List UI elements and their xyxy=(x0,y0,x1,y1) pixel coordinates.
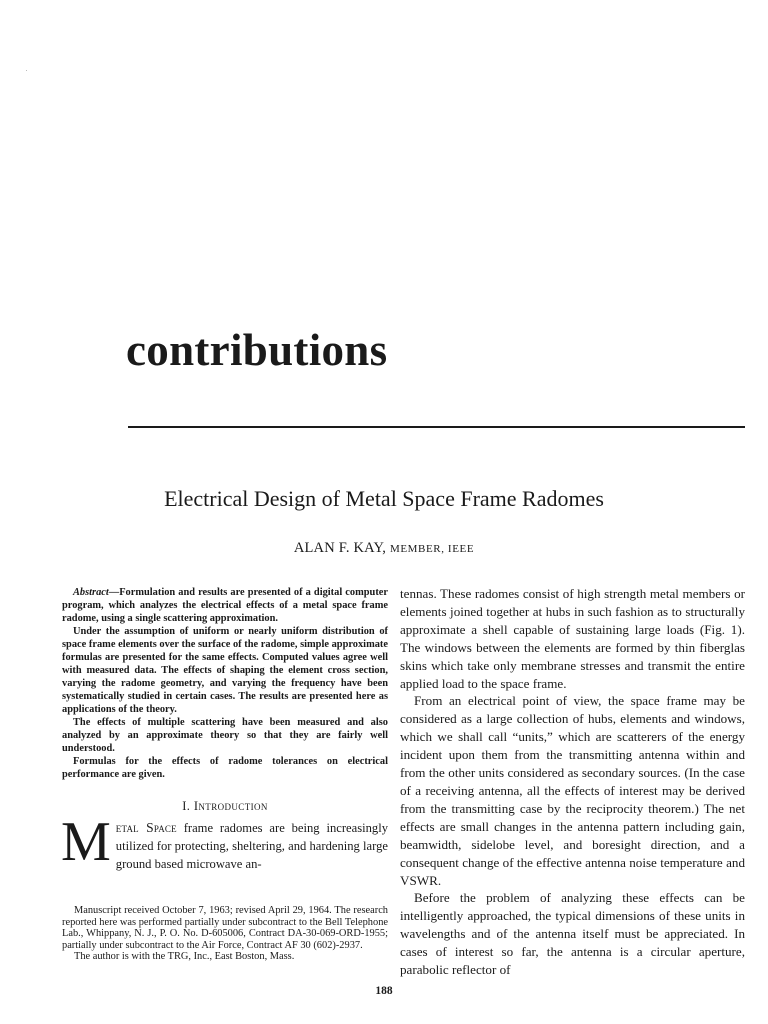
small-caps-run: etal Space xyxy=(115,820,177,835)
abstract xyxy=(62,586,388,781)
footnote-paragraph: The author is with the TRG, Inc., East Boston, Mass. xyxy=(74,951,295,962)
abstract-paragraph: Formulas for the effects of radome tolerances on electrical performance are given. xyxy=(62,756,388,780)
abstract-lead: Abstract xyxy=(73,587,109,598)
scan-speck xyxy=(26,70,27,71)
byline xyxy=(0,540,768,557)
body-paragraph: From an electrical point of view, the space frame may be considered as a large collection of hubs, elements and windows, which we shall call “units,” which are scatterers of the energy incident upon them from the transmitting antenna within and from the other units considered as secondary sources. (In the case of a receiving antenna, all the effects of interest may be derived from the transmitting case by the reciprocity theorem.) The net effects are small changes in the antenna pattern including gain, beamwidth, sidelobe level, and boresight direction, and a consequent change of the effective antenna noise temperature and VSWR. xyxy=(400,693,745,888)
section-heading: contributions xyxy=(126,325,388,375)
page-number: 188 xyxy=(375,985,393,997)
abstract-paragraph xyxy=(62,586,388,625)
footnote-paragraph: Manuscript received October 7, 1963; revised April 29, 1964. The research reported here was performed partially under subcontract to the Bell Telephone Lab., Whippany, N. J., P. O. No. D-605006, Contract DA-30-069-ORD-1955; partially under subcontract to the Air Force, Contract AF 30 (602)-2937. xyxy=(62,905,388,951)
intro-text: frame radomes are being increasingly utilized for protecting, sheltering, and hardening large ground based microwave an- xyxy=(115,821,389,871)
abstract-paragraph: Under the assumption of uniform or nearly uniform distribution of space frame elements over the surface of the radome, simple approximate formulas are presented for the same effects. Computed values agree well with measured data. The effects of shaping the element cross section, varying the radome geometry, and varying the frequency have been systematically studied in certain cases. The results are presented here as applications of the theory. xyxy=(62,626,388,715)
body-paragraph: tennas. These radomes consist of high strength metal members or elements joined together at hubs in such fashion as to structurally approximate a shell capable of sustaining large loads (Fig. 1). The windows between the elements are formed by thin fiberglas skins which take only membrane stresses and transmit the entire applied load to the space frame. xyxy=(400,586,745,691)
introduction-heading xyxy=(62,799,388,814)
section-title: Introduction xyxy=(193,799,268,813)
author-name: ALAN F. KAY, xyxy=(293,540,387,556)
section-rule xyxy=(128,426,745,428)
introduction-body xyxy=(61,811,389,873)
drop-cap: M xyxy=(61,811,111,873)
body-paragraph: Before the problem of analyzing these effects can be intelligently approached, the typical dimensions of these units in wavelengths and of the antenna itself must be appreciated. In cases of interest so far, the antenna is a circular aperture, parabolic reflector of xyxy=(400,890,745,978)
author-affiliation: MEMBER, IEEE xyxy=(389,543,475,555)
footnote xyxy=(62,905,388,963)
paper-title: Electrical Design of Metal Space Frame Radomes xyxy=(164,486,604,511)
right-column xyxy=(400,585,745,979)
abstract-text: —Formulation and results are presented of a digital computer program, which analyzes the electrical effects of a metal space frame radome, using a single scattering approximation. xyxy=(62,587,388,624)
section-numeral: I. xyxy=(182,799,191,813)
abstract-paragraph: The effects of multiple scattering have been measured and also analyzed by an approximate theory so that they are fairly well understood. xyxy=(62,717,388,754)
